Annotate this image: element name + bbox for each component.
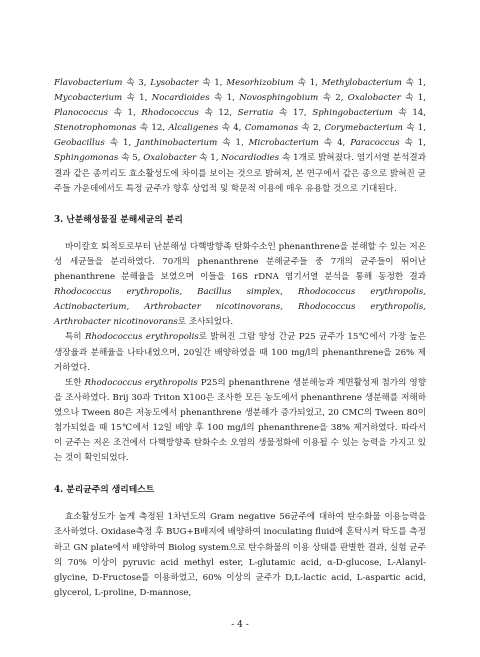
section-3-paragraph-2 [54, 330, 426, 375]
text-run: 속 4, [318, 138, 351, 149]
text-run: 특히 [65, 332, 86, 343]
italic-text-run: Corymebacterium [324, 123, 403, 134]
italic-text-run: Nocardiodies [221, 153, 280, 164]
intro-paragraph [54, 76, 426, 197]
italic-text-run: Nocardioides [151, 93, 210, 104]
italic-text-run: Alcaligenes [168, 123, 219, 134]
italic-text-run: Flavobacterium [54, 78, 123, 88]
text-run: 속 1, [400, 93, 427, 104]
text-run: 속 1, [122, 93, 152, 104]
text-run: 속 12, [136, 123, 169, 134]
text-run: 로 조사되었다. [177, 317, 234, 328]
text-run: 속 14, [392, 108, 427, 119]
text-run: 속 1개로 밝혀졌다. 염기서열 분석결과 결과 같은 종끼리도 효소활성도에 차이를 보이는 것으로 밝혀져, 본 연구에서 같은 종으로 밝혀진 균주들 가운데에서도 특정 균주가 향후 상업적 및 학문적 이용에 매우 유용할 것으로 기대된다. [54, 153, 426, 194]
text-run: 속 4, [218, 123, 245, 134]
italic-text-run: Lysobacter [150, 78, 199, 88]
italic-text-run: Oxalobacter [143, 153, 197, 164]
text-run: 속 5, [118, 153, 144, 164]
italic-text-run: Oxalobacter [347, 93, 401, 104]
document-page [54, 76, 426, 601]
text-run: 속 3, [122, 78, 151, 88]
text-run: 효소활성도가 높게 측정된 1차년도의 Gram negative 56균주에 대하여 탄수화물 이용능력을 조사하였다. Oxidase측정 후 BUG+B배지에 배양하여 inoculating fluid에 혼탁시켜 탁도를 측정하고 GN plate에서 배양하여 Biolog system으로 탄수화물의 이용 상태를 판별한 결과, 실험 균주의 70% 이상이 pyruvic acid methyl ester, L-glutamic acid, α-D-glucose, L-Alanyl-glycine, D-Fructose를 이용하였고, 60% 이상의 균주가 D,L-lactic acid, L-aspartic acid, glycerol, L-proline, D-mannose, [54, 512, 426, 598]
text-run: 속 1, [399, 138, 426, 149]
text-run: 속 1, [209, 93, 240, 104]
italic-text-run: Comamonas [244, 123, 299, 134]
text-run: 속 1, [293, 78, 322, 88]
italic-text-run: Sphingomonas [54, 153, 119, 164]
text-run: 속 12, [198, 108, 238, 119]
text-run: 속 1, [217, 138, 249, 149]
italic-text-run: Microbacterium [248, 138, 319, 149]
italic-text-run: Planococcus [54, 108, 108, 119]
section-4-paragraph-1 [54, 510, 426, 601]
text-run: 바이칼호 퇴적토로부터 난분해성 다핵방향족 탄화수소인 phenanthrene을 분해할 수 있는 저온성 세균들을 분리하였다. 70개의 phenanthrene 분해균주들 중 7개의 균주들이 뛰어난 phenanthrene 분해율을 보였으며 이들을 16S rDNA 염기서열 분석을 통해 동정한 결과 [54, 241, 426, 283]
italic-text-run: Sphingobacterium [312, 108, 393, 119]
text-run: P25의 phenanthrene 생분해능과 계면활성제 첨가의 영향을 조사하였다. Brij 30과 Triton X100은 조사한 모든 농도에서 phenanthrene 생분해를 저해하였으나 Tween 80은 저농도에서 phenanthrene 생분해가 증가되었고, 20 CMC의 Tween 80이 첨가되었을 때 15℃에서 12일 배양 후 100 mg/l의 phenanthrene을 38% 제거하였다. 따라서 이 균주는 저온 조건에서 다핵방향족 탄화수소 오염의 생물정화에 이용될 수 있는 능력을 가지고 있는 것이 확인되었다. [54, 377, 426, 464]
text-run: 속 1, [401, 78, 426, 88]
page-number: - 4 - [231, 620, 249, 630]
italic-text-run: Rhodococcus [141, 108, 199, 119]
italic-text-run: Geobacillus [54, 138, 105, 149]
section-3-heading: 3. 난분해성물질 분해세균의 분리 [54, 214, 183, 225]
italic-text-run: Methylobacterium [321, 78, 402, 88]
section-3-paragraph-1 [54, 240, 426, 331]
text-run: 또한 [65, 377, 85, 388]
italic-text-run: Novosphingobium [239, 93, 319, 104]
italic-text-run: Mesorhizobium [226, 78, 294, 88]
italic-text-run: Janthinobacterium [136, 138, 218, 149]
text-run: 속 1, [107, 108, 142, 119]
italic-text-run: Paracoccus [350, 138, 400, 149]
text-run: 속 1, [402, 123, 427, 134]
italic-text-run: Rhodococcus erythropolis, Bacillus simplex, Rhodococcus erythropolis, Actinobacterium, Arthrobacter nicotinovorans, Rhodococcus erythropolis, Arthrobacter nicotinovorans [54, 287, 426, 328]
text-run: 속 2, [318, 93, 348, 104]
section-4-heading: 4. 분리균주의 생리테스트 [54, 485, 155, 496]
text-run: 속 1, [198, 78, 227, 88]
italic-text-run: Rhodococcus erythropolis [85, 332, 199, 343]
italic-text-run: Mycobacterium [54, 93, 123, 104]
text-run: 속 2, [298, 123, 325, 134]
italic-text-run: Serratia [237, 108, 274, 119]
text-run: 로 밝혀진 그람 양성 간균 P25 균주가 15℃에서 가장 높은 생장율과 분해율을 나타내었으며, 20일간 배양하였을 때 100 mg/l의 phenanthrene을 26% 제거하였다. [54, 332, 426, 373]
italic-text-run: Rhodococcus erythropolis [84, 377, 198, 388]
italic-text-run: Stenotrophomonas [54, 123, 137, 134]
text-run: 속 1, [104, 138, 137, 149]
section-3-paragraph-3 [54, 376, 426, 467]
text-run: 속 1, [196, 153, 222, 164]
text-run: 속 17, [273, 108, 313, 119]
